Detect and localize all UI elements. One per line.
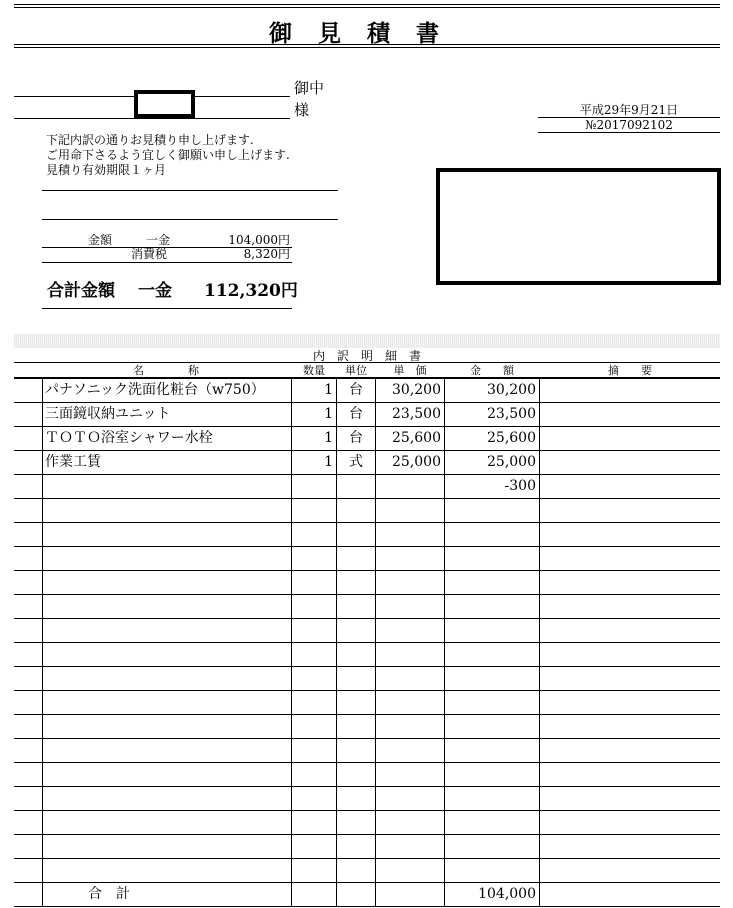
cell-qty <box>292 835 336 858</box>
table-row <box>14 547 720 571</box>
cell-note <box>540 403 720 426</box>
table-row <box>14 499 720 523</box>
cell-qty <box>292 691 336 714</box>
table-row <box>14 859 720 883</box>
table-row <box>14 571 720 595</box>
table-body-top-rule <box>14 378 720 379</box>
table-row <box>14 523 720 547</box>
table-row <box>14 595 720 619</box>
header-name: 名 称 <box>133 364 199 377</box>
cell-qty: 1 <box>324 382 333 398</box>
cell-note <box>540 475 720 498</box>
cell-note <box>540 571 720 594</box>
cell-name <box>42 595 290 618</box>
cell-unit <box>337 787 375 810</box>
cell-name <box>42 691 290 714</box>
table-title: 内 訳 明 細 書 <box>312 349 421 363</box>
document-title: 御見積書 <box>269 20 465 47</box>
cell-price <box>376 859 444 882</box>
cell-price <box>376 499 444 522</box>
cell-amount <box>445 547 539 570</box>
cell-price: 30,200 <box>392 382 441 398</box>
cell-name <box>42 475 290 498</box>
cell-price: 23,500 <box>392 406 441 422</box>
cell-note <box>540 547 720 570</box>
cell-unit <box>337 499 375 522</box>
cell-note <box>540 451 720 474</box>
cell-name <box>42 739 290 762</box>
cell-qty <box>292 715 336 738</box>
total-row-amount: 104,000 <box>478 886 536 902</box>
column-divider <box>336 379 337 907</box>
cell-unit: 台 <box>349 406 363 422</box>
table-row <box>14 475 720 499</box>
cell-qty <box>292 571 336 594</box>
cell-unit: 台 <box>349 382 363 398</box>
cell-amount <box>445 499 539 522</box>
table-row <box>14 811 720 835</box>
cell-unit <box>337 859 375 882</box>
amount-label: 金額 <box>88 233 113 247</box>
cell-amount <box>445 811 539 834</box>
table-row <box>14 691 720 715</box>
cell-unit <box>337 523 375 546</box>
cell-name <box>42 667 290 690</box>
cell-name <box>42 811 290 834</box>
header-qty: 数量 <box>303 364 325 377</box>
intro-line-1: 下記内訳の通りお見積り申し上げます. <box>46 133 254 147</box>
title-bottom-rule <box>14 44 720 48</box>
blank-rule-1 <box>42 190 338 191</box>
column-divider <box>375 379 376 907</box>
cell-price <box>376 595 444 618</box>
cell-name: 三面鏡収納ユニット <box>45 406 171 422</box>
cell-unit <box>337 571 375 594</box>
cell-price <box>376 523 444 546</box>
cell-amount: -300 <box>504 478 536 494</box>
cell-amount <box>445 523 539 546</box>
honorific-sama: 様 <box>294 101 310 119</box>
total-rule <box>42 308 292 309</box>
cell-amount: 25,600 <box>487 430 536 446</box>
cell-note <box>540 595 720 618</box>
cell-unit <box>337 715 375 738</box>
cell-unit <box>337 691 375 714</box>
cell-unit <box>337 739 375 762</box>
cell-unit <box>337 475 375 498</box>
cell-amount <box>445 667 539 690</box>
table-row <box>14 619 720 643</box>
cell-qty <box>292 619 336 642</box>
cell-qty <box>292 595 336 618</box>
table-header <box>14 362 720 378</box>
cell-unit <box>337 643 375 666</box>
cell-price <box>376 787 444 810</box>
cell-amount <box>445 835 539 858</box>
cell-unit <box>337 667 375 690</box>
cell-amount <box>445 619 539 642</box>
cell-price <box>376 691 444 714</box>
cell-amount <box>445 691 539 714</box>
header-unit: 単位 <box>345 364 367 377</box>
cell-amount <box>445 739 539 762</box>
cell-amount: 30,200 <box>487 382 536 398</box>
table-row <box>14 667 720 691</box>
cell-price <box>376 547 444 570</box>
estimate-number: №2017092102 <box>585 118 673 132</box>
intro-line-2: ご用命下さるよう宜しく御願い申し上げます. <box>46 148 290 162</box>
table-total-row <box>14 883 720 907</box>
cell-amount <box>445 787 539 810</box>
cell-note <box>540 379 720 402</box>
cell-note <box>540 763 720 786</box>
cell-name <box>42 619 290 642</box>
cell-unit <box>337 811 375 834</box>
cell-unit <box>337 595 375 618</box>
column-divider <box>291 379 292 907</box>
cell-note <box>540 859 720 882</box>
table-row <box>14 835 720 859</box>
cell-qty: 1 <box>324 454 333 470</box>
cell-amount <box>445 571 539 594</box>
cell-name <box>42 787 290 810</box>
cell-price: 25,600 <box>392 430 441 446</box>
cell-amount <box>445 763 539 786</box>
cell-qty <box>292 763 336 786</box>
section-divider-band <box>14 334 720 348</box>
number-rule <box>538 132 720 133</box>
total-prefix: 一金 <box>138 281 172 301</box>
cell-note <box>540 811 720 834</box>
tax-rule <box>42 262 292 263</box>
total-value: 112,320円 <box>204 281 298 301</box>
cell-name: 作業工賃 <box>45 454 101 470</box>
cell-note <box>540 619 720 642</box>
cell-price <box>376 715 444 738</box>
cell-note <box>540 523 720 546</box>
cell-qty: 1 <box>324 406 333 422</box>
cell-qty <box>292 667 336 690</box>
table-row <box>14 451 720 475</box>
cell-name <box>42 643 290 666</box>
amount-value: 104,000円 <box>228 233 290 247</box>
cell-unit <box>337 835 375 858</box>
cell-note <box>540 715 720 738</box>
cell-note <box>540 787 720 810</box>
honorific-onchu: 御中 <box>294 79 325 97</box>
column-divider <box>539 379 540 907</box>
total-row-label: 合 計 <box>88 886 130 902</box>
cell-name <box>42 571 290 594</box>
cell-qty <box>292 739 336 762</box>
cell-price: 25,000 <box>392 454 441 470</box>
total-label: 合計金額 <box>47 281 115 301</box>
table-row <box>14 379 720 403</box>
cell-price <box>376 475 444 498</box>
cell-name <box>42 499 290 522</box>
cell-price <box>376 811 444 834</box>
recipient-name-redacted <box>134 90 195 118</box>
cell-unit <box>337 619 375 642</box>
cell-name <box>42 715 290 738</box>
cell-qty <box>292 499 336 522</box>
cell-name <box>42 835 290 858</box>
cell-qty <box>292 811 336 834</box>
cell-price <box>376 619 444 642</box>
cell-note <box>540 691 720 714</box>
cell-qty <box>292 787 336 810</box>
cell-note <box>540 667 720 690</box>
cell-unit: 台 <box>349 430 363 446</box>
cell-name <box>42 859 290 882</box>
cell-amount: 23,500 <box>487 406 536 422</box>
cell-amount <box>445 715 539 738</box>
cell-price <box>376 667 444 690</box>
table-row <box>14 427 720 451</box>
cell-note <box>540 499 720 522</box>
cell-unit <box>337 547 375 570</box>
header-amount: 金 額 <box>470 364 514 377</box>
cell-qty <box>292 643 336 666</box>
cell-amount <box>445 859 539 882</box>
table-row <box>14 787 720 811</box>
cell-note <box>540 427 720 450</box>
company-info-redacted <box>436 168 721 285</box>
cell-qty <box>292 523 336 546</box>
cell-name: パナソニック洗面化粧台（w750） <box>45 382 265 398</box>
cell-note <box>540 643 720 666</box>
cell-name <box>42 763 290 786</box>
tax-value: 8,320円 <box>243 247 290 261</box>
cell-note <box>540 739 720 762</box>
column-divider <box>444 379 445 907</box>
column-divider <box>42 379 43 907</box>
cell-amount: 25,000 <box>487 454 536 470</box>
cell-qty: 1 <box>324 430 333 446</box>
cell-amount <box>445 643 539 666</box>
cell-name: ＴＯＴＯ浴室シャワー水栓 <box>45 430 213 446</box>
recipient-line-bottom <box>14 118 290 119</box>
table-row <box>14 643 720 667</box>
cell-qty <box>292 475 336 498</box>
cell-price <box>376 571 444 594</box>
header-note: 摘 要 <box>608 364 652 377</box>
title-top-rule <box>14 4 720 8</box>
issue-date: 平成29年9月21日 <box>579 103 679 117</box>
cell-amount <box>445 595 539 618</box>
header-price: 単 価 <box>393 364 427 377</box>
table-row <box>14 715 720 739</box>
table-row <box>14 403 720 427</box>
table-row <box>14 739 720 763</box>
table-row <box>14 763 720 787</box>
cell-price <box>376 739 444 762</box>
amount-prefix: 一金 <box>146 233 171 247</box>
cell-note <box>540 835 720 858</box>
cell-name <box>42 523 290 546</box>
cell-qty <box>292 859 336 882</box>
cell-qty <box>292 547 336 570</box>
blank-rule-2 <box>42 219 338 220</box>
cell-price <box>376 763 444 786</box>
cell-price <box>376 835 444 858</box>
intro-line-3: 見積り有効期限１ヶ月 <box>46 163 167 177</box>
cell-name <box>42 547 290 570</box>
tax-label: 消費税 <box>131 247 168 261</box>
cell-unit <box>337 763 375 786</box>
cell-price <box>376 643 444 666</box>
cell-unit: 式 <box>349 454 363 470</box>
